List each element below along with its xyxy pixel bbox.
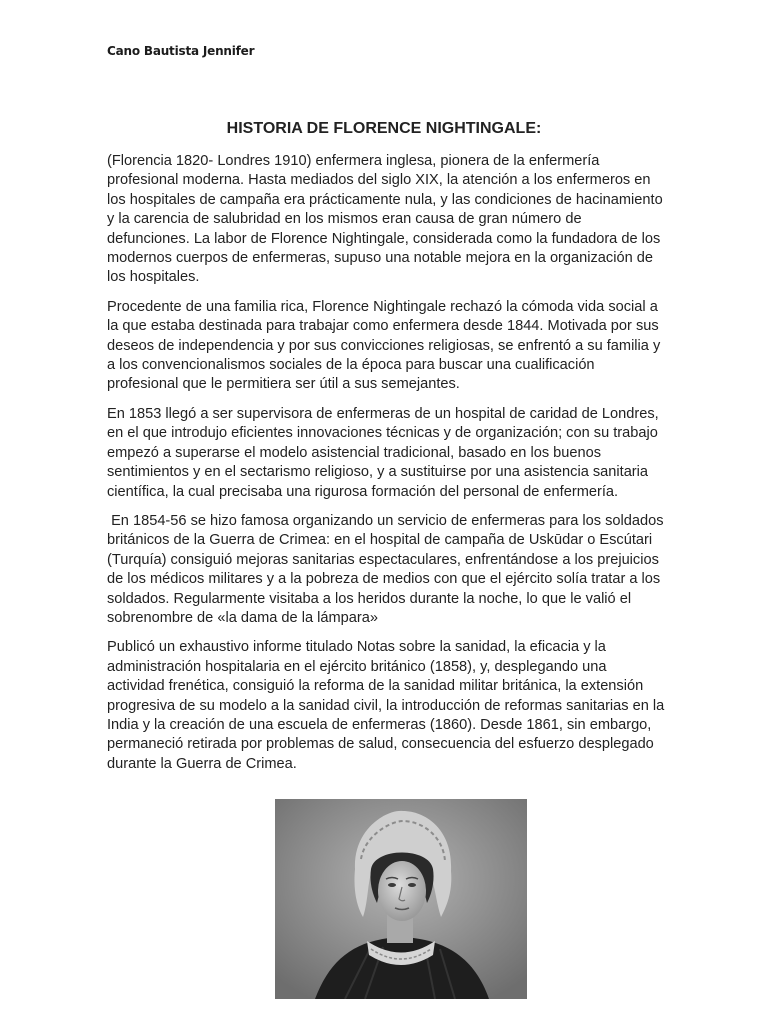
paragraph-report: Publicó un exhaustivo informe titulado Notas sobre la sanidad, la eficacia y la administración hospitalaria en el ejército británico (1858), y, desplegando una actividad frenética, consiguió la reforma de la sanidad militar británica, la extensión progresiva de su modelo a la sanidad civil, la introducción de reformas sanitarias en la India y la creación de una escuela de enfermeras (1860). Desde 1861, sin embargo, permaneció retirada por problemas de salud, consecuencia del esfuerzo desplegado durante la Guerra de Crimea.: [107, 639, 665, 772]
document-body: [107, 152, 667, 784]
paragraph-london-hospital: En 1853 llegó a ser supervisora de enfermeras de un hospital de caridad de Londres, en el que introdujo eficientes innovaciones técnicas y de organización; con su trabajo empezó a superarse el modelo asistencial tradicional, basado en los buenos sentimientos y en el sectarismo religioso, y a sustituirse por una asistencia sanitaria científica, la cual precisaba una rigurosa formación del personal de enfermería.: [107, 405, 659, 500]
portrait-image: [275, 799, 527, 999]
paragraph-family: Procedente de una familia rica, Florence Nightingale rechazó la cómoda vida social a la que estaba destinada para trabajar como enfermera desde 1844. Motivada por sus deseos de independencia y por sus convicciones religiosas, se enfrentó a su familia y a los convencionalismos sociales de la época para buscar una cualificación profesional que le permitiera ser útil a sus semejantes.: [107, 298, 661, 393]
paragraph-crimean-war: En 1854-56 se hizo famosa organizando un servicio de enfermeras para los soldados británicos de la Guerra de Crimea: en el hospital de campaña de Uskūdar o Escútari (Turquía) consiguió mejoras sanitarias espectaculares, enfrentándose a los prejuicios de los médicos militares y a la pobreza de medios con que el ejército solía tratar a los soldados. Regularmente visitaba a los heridos durante la noche, lo que le valió el sobrenombre de «la dama de la lámpara»: [107, 512, 668, 626]
paragraph-intro: (Florencia 1820- Londres 1910) enfermera inglesa, pionera de la enfermería profesional moderna. Hasta mediados del siglo XIX, la atención a los enfermeros en los hospitales de campaña era prácticamente nula, y las condiciones de hacinamiento y la carencia de salubridad en los mismos eran causa de gran número de defunciones. La labor de Florence Nightingale, considerada como la fundadora de los modernos cuerpos de enfermeras, supuso una notable mejora en la organización de los hospitales.: [107, 153, 663, 286]
author-name: Cano Bautista Jennifer: [107, 44, 255, 58]
document-title: HISTORIA DE FLORENCE NIGHTINGALE:: [226, 120, 542, 137]
